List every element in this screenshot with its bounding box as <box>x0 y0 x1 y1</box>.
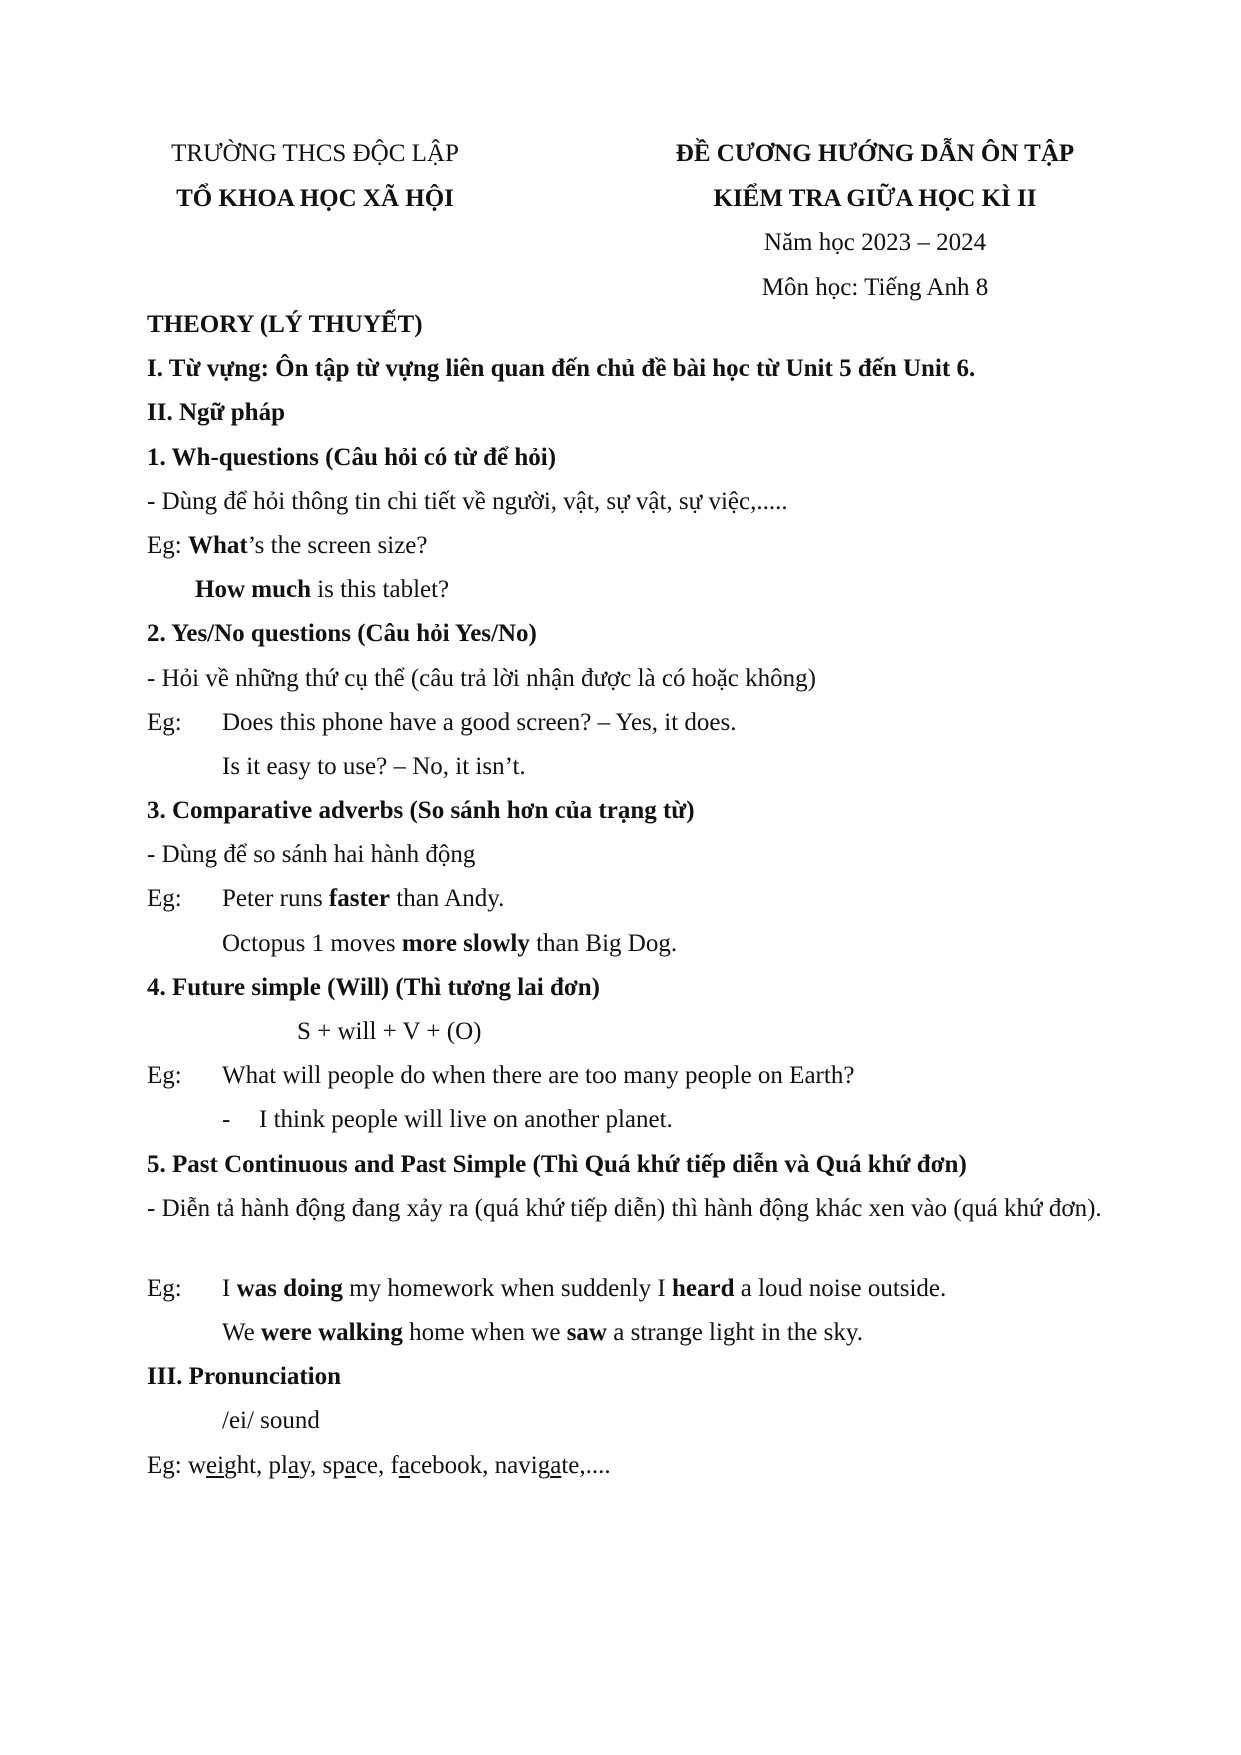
example-text: Is it easy to use? – No, it isn’t. <box>222 752 526 780</box>
section-4-example-2 <box>147 1098 1127 1142</box>
eg-label: Eg: <box>147 1062 182 1090</box>
vocab-heading: I. Từ vựng: Ôn tập từ vựng liên quan đến chủ đề bài học từ Unit 5 đến Unit 6. <box>147 355 976 383</box>
word-part: f <box>390 1451 399 1479</box>
section-5-example-2 <box>147 1311 1127 1355</box>
example-text: Does this phone have a good screen? – Yes, it does. <box>222 708 737 736</box>
section-2-example-1 <box>147 701 1127 745</box>
example-text: ’s the screen size? <box>247 531 428 559</box>
keyword: What <box>187 531 248 559</box>
grammar-heading: II. Ngữ pháp <box>147 399 285 427</box>
eg-label: Eg: <box>147 885 182 913</box>
word-part: ght, <box>224 1451 269 1479</box>
example-text: than Big Dog. <box>529 929 678 957</box>
example-text: home when we <box>402 1318 567 1346</box>
word-part: navig <box>494 1451 551 1479</box>
header-left <box>105 132 525 221</box>
underlined-sound: ei <box>206 1451 225 1479</box>
word-part: pl <box>268 1451 288 1479</box>
keyword: more slowly <box>401 929 530 957</box>
pronunciation-title: III. Pronunciation <box>147 1363 342 1391</box>
section-5-title: 5. Past Continuous and Past Simple (Thì Quá khứ tiếp diễn và Quá khứ đơn) <box>147 1150 967 1178</box>
keyword: saw <box>566 1318 607 1346</box>
keyword: was doing <box>236 1274 343 1302</box>
pronunciation-sound: /ei/ sound <box>222 1407 320 1435</box>
eg-label: Eg: <box>147 1274 182 1302</box>
example-text: my homework when suddenly I <box>342 1274 672 1302</box>
keyword: How much <box>195 576 311 604</box>
section-4-title: 4. Future simple (Will) (Thì tương lai đơn) <box>147 973 600 1001</box>
section-5-desc: - Diễn tả hành động đang xảy ra (quá khứ tiếp diễn) thì hành động khác xen vào (quá khứ đơn). <box>147 1194 1102 1222</box>
section-1-title: 1. Wh-questions (Câu hỏi có từ để hỏi) <box>147 443 557 471</box>
example-text: a strange light in the sky. <box>607 1318 863 1346</box>
example-text: Octopus 1 moves <box>222 929 402 957</box>
word-part: y, <box>299 1451 323 1479</box>
pronunciation-examples <box>147 1444 1127 1488</box>
word-part: sp <box>322 1451 345 1479</box>
section-2-desc: - Hỏi về những thứ cụ thể (câu trả lời nhận được là có hoặc không) <box>147 664 816 692</box>
underlined-sound: a <box>287 1451 300 1479</box>
word-part: te,.... <box>561 1451 611 1479</box>
section-2-example-2 <box>147 745 1127 789</box>
example-text: What will people do when there are too many people on Earth? <box>222 1062 855 1090</box>
underlined-sound: a <box>398 1451 410 1479</box>
school-name: TRƯỜNG THCS ĐỘC LẬP <box>171 140 459 167</box>
document-body <box>147 303 1127 1488</box>
header-right <box>615 132 1135 310</box>
section-1-example-1 <box>147 524 1127 568</box>
eg-label: Eg: <box>147 1451 188 1479</box>
example-text: a loud noise outside. <box>734 1274 947 1302</box>
bullet-dash: - <box>222 1106 231 1134</box>
section-5-example-1 <box>147 1267 1127 1311</box>
example-text: I <box>222 1274 237 1302</box>
example-text: than Andy. <box>390 885 505 913</box>
word-part: w <box>187 1451 207 1479</box>
word-part: cebook, <box>409 1451 495 1479</box>
example-text: We <box>222 1318 261 1346</box>
keyword: faster <box>328 885 390 913</box>
section-3-desc: - Dùng để so sánh hai hành động <box>147 841 476 869</box>
theory-heading: THEORY (LÝ THUYẾT) <box>147 311 423 338</box>
doc-title-line2: KIỂM TRA GIỮA HỌC KÌ II <box>713 184 1037 212</box>
doc-title-line1: ĐỀ CƯƠNG HƯỚNG DẪN ÔN TẬP <box>675 140 1075 167</box>
section-1-example-2 <box>147 568 1127 612</box>
keyword: heard <box>672 1274 735 1302</box>
section-4-example-1 <box>147 1054 1127 1098</box>
word-part: ce, <box>355 1451 391 1479</box>
section-2-title: 2. Yes/No questions (Câu hỏi Yes/No) <box>147 620 537 648</box>
underlined-sound: a <box>550 1451 562 1479</box>
section-3-example-1 <box>147 877 1127 921</box>
subject: Môn học: Tiếng Anh 8 <box>761 273 989 301</box>
section-4-formula: S + will + V + (O) <box>297 1018 482 1045</box>
example-text: is this tablet? <box>310 576 450 604</box>
example-text: I think people will live on another planet. <box>259 1106 673 1134</box>
eg-label: Eg: <box>147 531 188 559</box>
section-1-desc: - Dùng để hỏi thông tin chi tiết về người, vật, sự vật, sự việc,..... <box>147 487 788 515</box>
section-3-title: 3. Comparative adverbs (So sánh hơn của trạng từ) <box>147 797 695 825</box>
department-name: TỔ KHOA HỌC XÃ HỘI <box>176 184 454 212</box>
school-year: Năm học 2023 – 2024 <box>763 229 987 256</box>
section-3-example-2 <box>147 922 1127 966</box>
keyword: were walking <box>260 1318 403 1346</box>
example-text: Peter runs <box>222 885 329 913</box>
underlined-sound: a <box>344 1451 356 1479</box>
eg-label: Eg: <box>147 708 182 736</box>
